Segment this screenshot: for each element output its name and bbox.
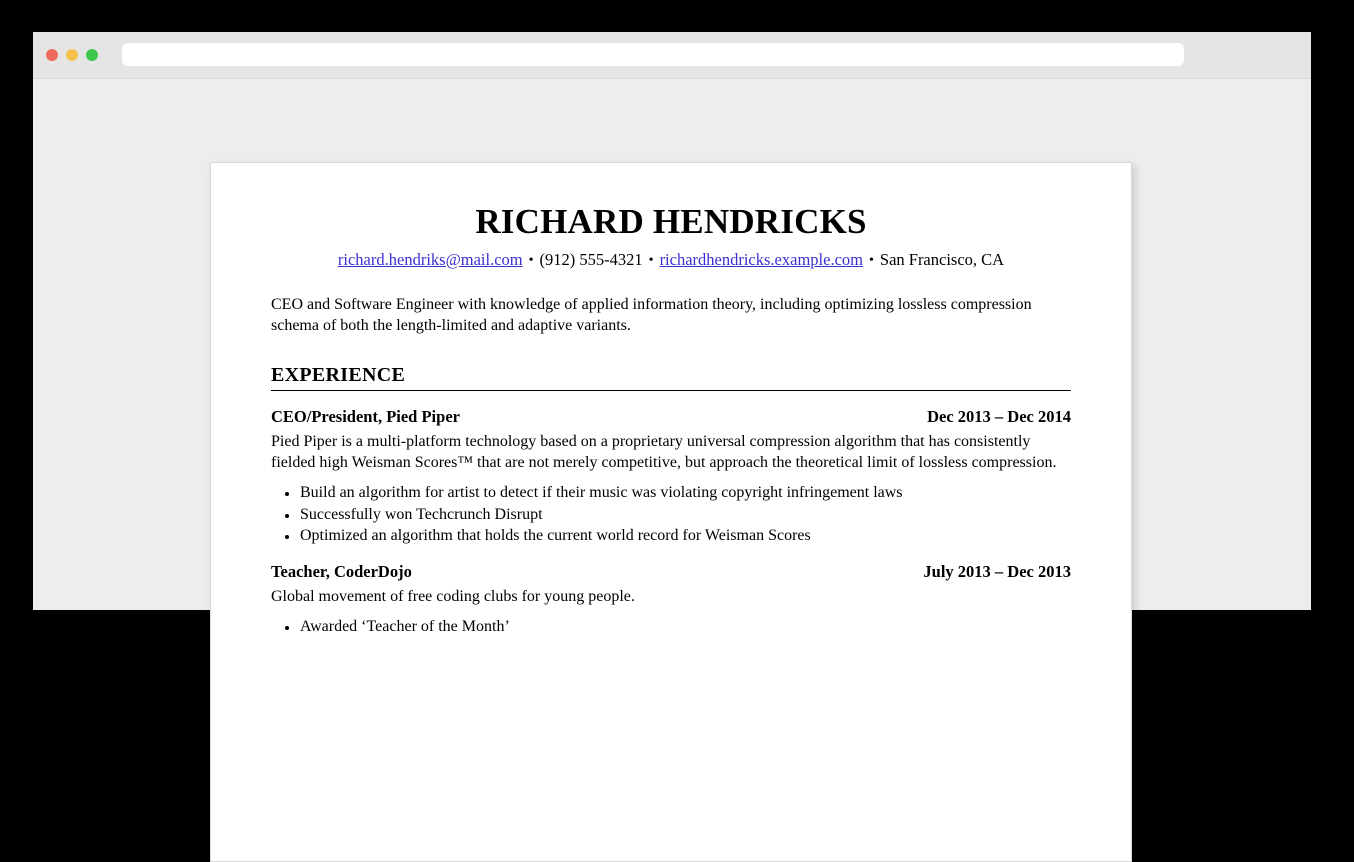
job-bullet: • Build an algorithm for artist to detect if their music was violating copyright infringement laws <box>299 482 1071 503</box>
job-bullet: • Awarded ‘Teacher of the Month’ <box>299 616 1071 637</box>
job-title: Teacher, CoderDojo <box>271 561 412 581</box>
job-description: Pied Piper is a multi-platform technology based on a proprietary universal compression algorithm that has consistently fielded high Weisman Scores™ that are not merely competitive, but approach the theoretical limit of lossless compression. <box>271 433 1057 472</box>
resume-name: RICHARD HENDRICKS <box>475 202 867 241</box>
zoom-button[interactable] <box>86 49 98 61</box>
address-bar[interactable] <box>122 43 1184 66</box>
job-bullet: • Optimized an algorithm that holds the current world record for Weisman Scores <box>299 525 1071 546</box>
browser-window <box>33 32 1311 635</box>
job-header <box>271 406 1071 428</box>
job-description: Global movement of free coding clubs for young people. <box>271 587 635 605</box>
location-text: San Francisco, CA <box>879 249 1005 269</box>
job-bullet-list <box>271 616 1071 637</box>
job-bullet-list <box>271 482 1071 545</box>
resume-page <box>210 162 1132 862</box>
job-dates: Dec 2013 – Dec 2014 <box>927 407 1071 427</box>
job-title: CEO/President, Pied Piper <box>271 407 460 427</box>
browser-viewport <box>33 79 1311 635</box>
job-dates: July 2013 – Dec 2013 <box>923 561 1071 581</box>
job-bullet: • Successfully won Techcrunch Disrupt <box>299 504 1071 525</box>
window-controls <box>46 49 98 61</box>
minimize-button[interactable] <box>66 49 78 61</box>
contact-line <box>271 249 1071 271</box>
contact-separator: • <box>648 252 654 268</box>
phone-number: (912) 555-4321 <box>539 249 643 269</box>
contact-separator: • <box>528 252 534 268</box>
summary-paragraph: CEO and Software Engineer with knowledge of applied information theory, including optimizing lossless compression schema of both the length-limited and adaptive variants. <box>271 296 1032 335</box>
website-link[interactable]: richardhendricks.example.com <box>659 249 863 269</box>
job-entry <box>271 406 1071 545</box>
contact-separator: • <box>868 252 874 268</box>
job-header <box>271 561 1071 583</box>
browser-chrome-bar <box>33 32 1311 79</box>
job-entry <box>271 561 1071 637</box>
email-link[interactable]: richard.hendriks@mail.com <box>337 249 523 269</box>
section-heading-experience: EXPERIENCE <box>271 364 1071 391</box>
close-button[interactable] <box>46 49 58 61</box>
